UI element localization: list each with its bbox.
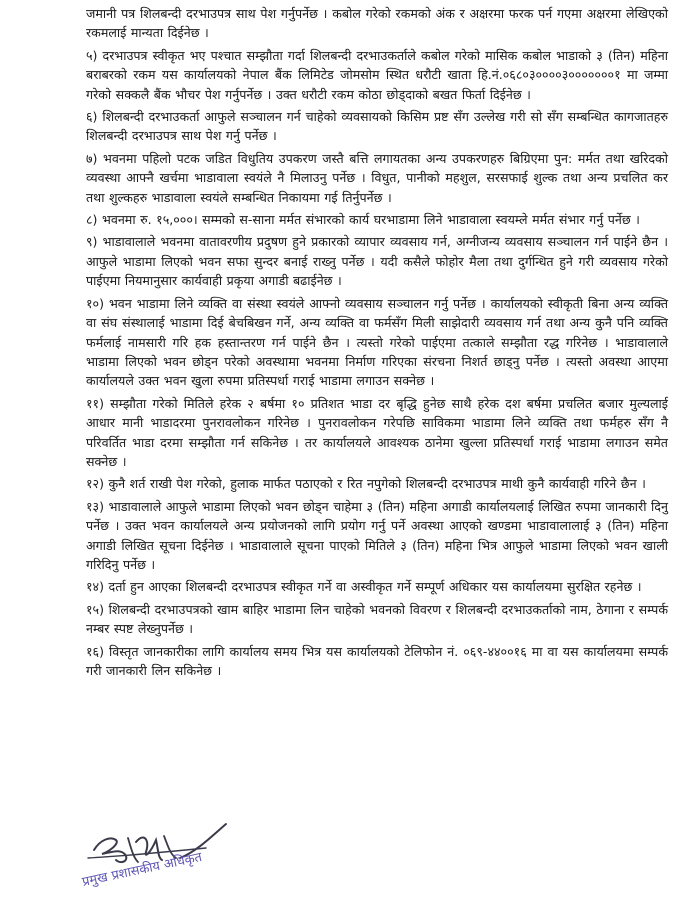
clause-11: ११) सम्झौता गरेको मितिले हरेक २ बर्षमा १० प्रतिशत भाडा दर बृद्धि हुनेछ साथै हरेक दश बर्षमा प्रचलित बजार मुल्यलाई आधार मानी भाडादरमा पुनरावलोकन गरिनेछ । पुनरावलोकन गरेपछि साविकमा भाडामा लिने व्यक्ति तथा फर्महरु सँग नै परिवर्तित भाडा दरमा सम्झौता गर्न सकिनेछ । तर कार्यालयले आवश्यक ठानेमा खुल्ला प्रतिस्पर्धा गराई भाडामा लगाउन समेत सक्नेछ । [86, 395, 668, 469]
clause-14: १४) दर्ता हुन आएका शिलबन्दी दरभाउपत्र स्वीकृत गर्ने वा अस्वीकृत गर्ने सम्पूर्ण अधिकार यस कार्यालयमा सुरक्षित रहनेछ । [86, 579, 642, 595]
clause-13: १३) भाडावालाले आफुले भाडामा लिएको भवन छोड्न चाहेमा ३ (तिन) महिना अगाडी कार्यालयलाई लिखित रुपमा जानकारी दिनु पर्नेछ । उक्त भवन कार्यालयले अन्य प्रयोजनको लागि प्रयोग गर्नु पर्ने अवस्था आएको खण्डमा भाडावालालाई ३ (तिन) महिना अगाडी लिखित सूचना दिईनेछ । भाडावालाले सूचना पाएको मितिले ३ (तिन) महिना भित्र आफुले भाडामा लिएको भवन खाली गरिदिनु पर्नेछ । [86, 498, 668, 572]
paragraph-continuation: जमानी पत्र शिलबन्दी दरभाउपत्र साथ पेश गर्नुपर्नेछ । कबोल गरेको रकमको अंक र अक्षरमा फरक पर्न गएमा अक्षरमा लेखिएको रकमलाई मान्यता दिईनेछ । [86, 6, 668, 41]
clause-9: ९) भाडावालाले भवनमा वातावरणीय प्रदुषण हुने प्रकारको व्यापार व्यवसाय गर्न, अग्नीजन्य व्यवसाय सञ्चालन गर्न पाईने छैन । आफुले भाडामा लिएको भवन सफा सुन्दर बनाई राख्नु पर्नेछ । यदी कसैले फोहोर मैला तथा दुर्गन्धित हुने गरी व्यवसाय गरेको पाईएमा नियमानुसार कार्यवाही प्रकृया अगाडी बढाईनेछ । [86, 234, 668, 289]
clause-5: ५) दरभाउपत्र स्वीकृत भए पश्चात सम्झौता गर्दा शिलबन्दी दरभाउकर्ताले कबोल गरेको मासिक कबोल भाडाको ३ (तिन) महिना बराबरको रकम यस कार्यालयको नेपाल बैंक लिमिटेड जोमसोम स्थित धरौटी खाता हि.नं.०६८०३००००३०००००००१ मा जम्मा गरेको सक्कलै बैंक भौचर पेश गर्नुपर्नेछ । उक्त धरौटी रकम कोठा छोड्दाको बखत फिर्ता दिईनेछ । [86, 47, 668, 102]
clause-8: ८) भवनमा रु. १५,०००। सम्मको स-साना मर्मत संभारको कार्य घरभाडामा लिने भाडावाला स्वयम्ले मर्मत संभार गर्नु पर्नेछ । [86, 212, 640, 228]
document-body [86, 4, 668, 683]
clause-6: ६) शिलबन्दी दरभाउकर्ता आफुले सञ्चालन गर्न चाहेको व्यवसायको किसिम प्रष्ट सँग उल्लेख गरी सो सँग सम्बन्धित कागजातहरु शिलबन्दी दरभाउपत्र साथ पेश गर्नु पर्नेछ । [86, 109, 668, 144]
clause-16: १६) विस्तृत जानकारीका लागि कार्यालय समय भित्र यस कार्यालयको टेलिफोन नं. ०६९-४४००१६ मा वा यस कार्यालयमा सम्पर्क गरी जानकारी लिन सकिनेछ । [86, 643, 668, 678]
designation-stamp: प्रमुख प्रशासकीय अधिकृत [80, 849, 204, 890]
clause-15: १५) शिलबन्दी दरभाउपत्रको खाम बाहिर भाडामा लिन चाहेको भवनको विवरण र शिलबन्दी दरभाउकर्ताको नाम, ठेगाना र सम्पर्क नम्बर स्पष्ट लेख्नुपर्नेछ । [86, 601, 668, 637]
clause-7: ७) भवनमा पहिलो पटक जडित विधुतिय उपकरण जस्तै बत्ति लगायतका अन्य उपकरणहरु बिग्रिएमा पुन: मर्मत तथा खरिदको व्यवस्था आफ्नै खर्चमा भाडावाला स्वयंले नै मिलाउनु पर्नेछ । विधुत, पानीको महशुल, सरसफाई शुल्क तथा अन्य प्रचलित कर तथा शुल्कहरु भाडावाला स्वयंले सम्बन्धित निकायमा गई तिर्नुपर्नेछ । [86, 150, 668, 205]
clause-12: १२) कुनै शर्त राखी पेश गरेको, हुलाक मार्फत पठाएको र रित नपुगेको शिलबन्दी दरभाउपत्र माथी कुनै कार्यवाही गरिने छैन । [86, 476, 646, 492]
clause-10: १०) भवन भाडामा लिने व्यक्ति वा संस्था स्वयंले आफ्नो व्यवसाय सञ्चालन गर्नु पर्नेछ । कार्यालयको स्वीकृती बिना अन्य व्यक्ति वा संघ संस्थालाई भाडामा दिई बेचबिखन गर्ने, अन्य व्यक्ति वा फर्मसँग मिली साझेदारी व्यवसाय गर्न तथा अन्य कुनै पनि व्यक्ति फर्मलाई नामसारी गरि हक हस्तान्तरण गर्न पाईने छैन । त्यस्तो गरेको पाईएमा तत्काले सम्झौता रद्ध गरिनेछ । भाडावालाले भाडामा लिएको भवन छोड्न परेको अवस्थामा भवनमा निर्माण गरिएका संरचना निशर्त छाड्नु पर्नेछ । त्यस्तो अवस्था आएमा कार्यालयले उक्त भवन खुला रुपमा प्रतिस्पर्धा गराई भाडामा लगाउन सक्नेछ । [86, 295, 668, 389]
